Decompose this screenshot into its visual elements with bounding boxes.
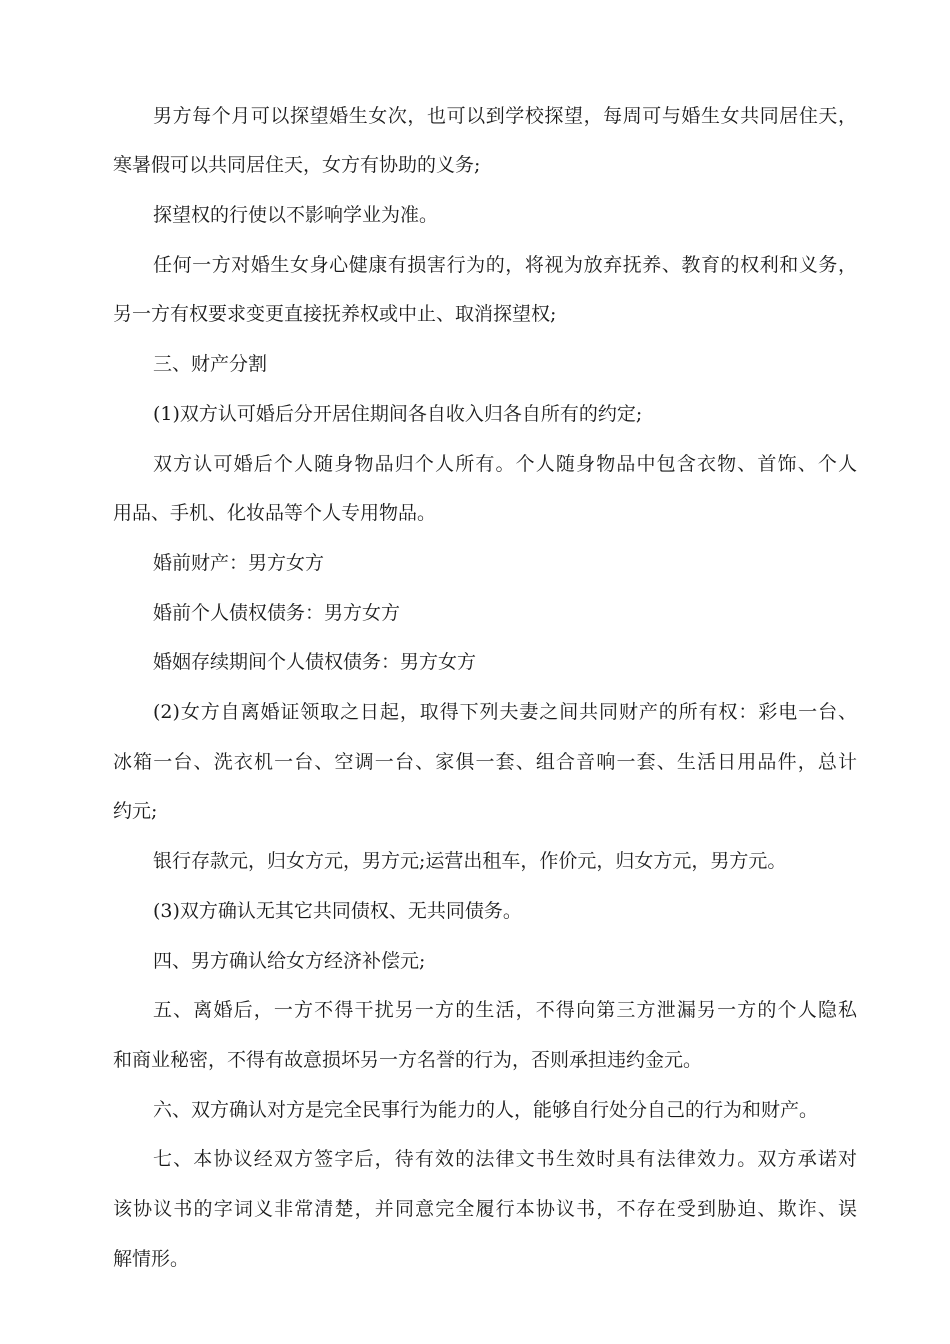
paragraph-line: 双方认可婚后个人随身物品归个人所有。个人随身物品中包含衣物、首饰、个人 [153, 453, 857, 475]
section-heading: 三、财产分割 [153, 353, 268, 375]
paragraph-line: 解情形。 [113, 1248, 190, 1270]
paragraph-line: 六、双方确认对方是完全民事行为能力的人，能够自行处分自己的行为和财产。 [153, 1099, 819, 1121]
paragraph-line: 五、离婚后，一方不得干扰另一方的生活，不得向第三方泄漏另一方的个人隐私 [153, 999, 857, 1021]
paragraph-line: 用品、手机、化妆品等个人专用物品。 [113, 502, 437, 524]
paragraph-line: 探望权的行使以不影响学业为准。 [153, 204, 439, 226]
paragraph-line: 约元; [113, 800, 158, 822]
paragraph-line: 婚前财产：男方女方 [153, 552, 325, 574]
section-heading: 四、男方确认给女方经济补偿元; [153, 950, 426, 972]
paragraph-line: 和商业秘密，不得有故意损坏另一方名誉的行为，否则承担违约金元。 [113, 1049, 703, 1071]
paragraph-line: 婚前个人债权债务：男方女方 [153, 602, 401, 624]
paragraph-line: (1)双方认可婚后分开居住期间各自收入归各自所有的约定; [153, 403, 643, 425]
paragraph-line: 任何一方对婚生女身心健康有损害行为的，将视为放弃抚养、教育的权利和义务， [153, 254, 857, 276]
paragraph-line: 另一方有权要求变更直接抚养权或中止、取消探望权; [113, 303, 557, 325]
paragraph-line: 七、本协议经双方签字后，待有效的法律文书生效时具有法律效力。双方承诺对 [153, 1148, 857, 1170]
paragraph-line: (2)女方自离婚证领取之日起，取得下列夫妻之间共同财产的所有权：彩电一台、 [153, 701, 857, 723]
paragraph-line: 寒暑假可以共同居住天，女方有协助的义务; [113, 154, 481, 176]
paragraph-line: 该协议书的字词义非常清楚，并同意完全履行本协议书，不存在受到胁迫、欺诈、误 [113, 1198, 857, 1220]
paragraph-line: 冰箱一台、洗衣机一台、空调一台、家俱一套、组合音响一套、生活日用品件，总计 [113, 751, 857, 773]
paragraph-line: (3)双方确认无其它共同债权、无共同债务。 [153, 900, 522, 922]
paragraph-line: 男方每个月可以探望婚生女次，也可以到学校探望，每周可与婚生女共同居住天， [153, 105, 857, 127]
paragraph-line: 银行存款元，归女方元，男方元;运营出租车，作价元，归女方元，男方元。 [153, 850, 787, 872]
paragraph-line: 婚姻存续期间个人债权债务：男方女方 [153, 651, 477, 673]
